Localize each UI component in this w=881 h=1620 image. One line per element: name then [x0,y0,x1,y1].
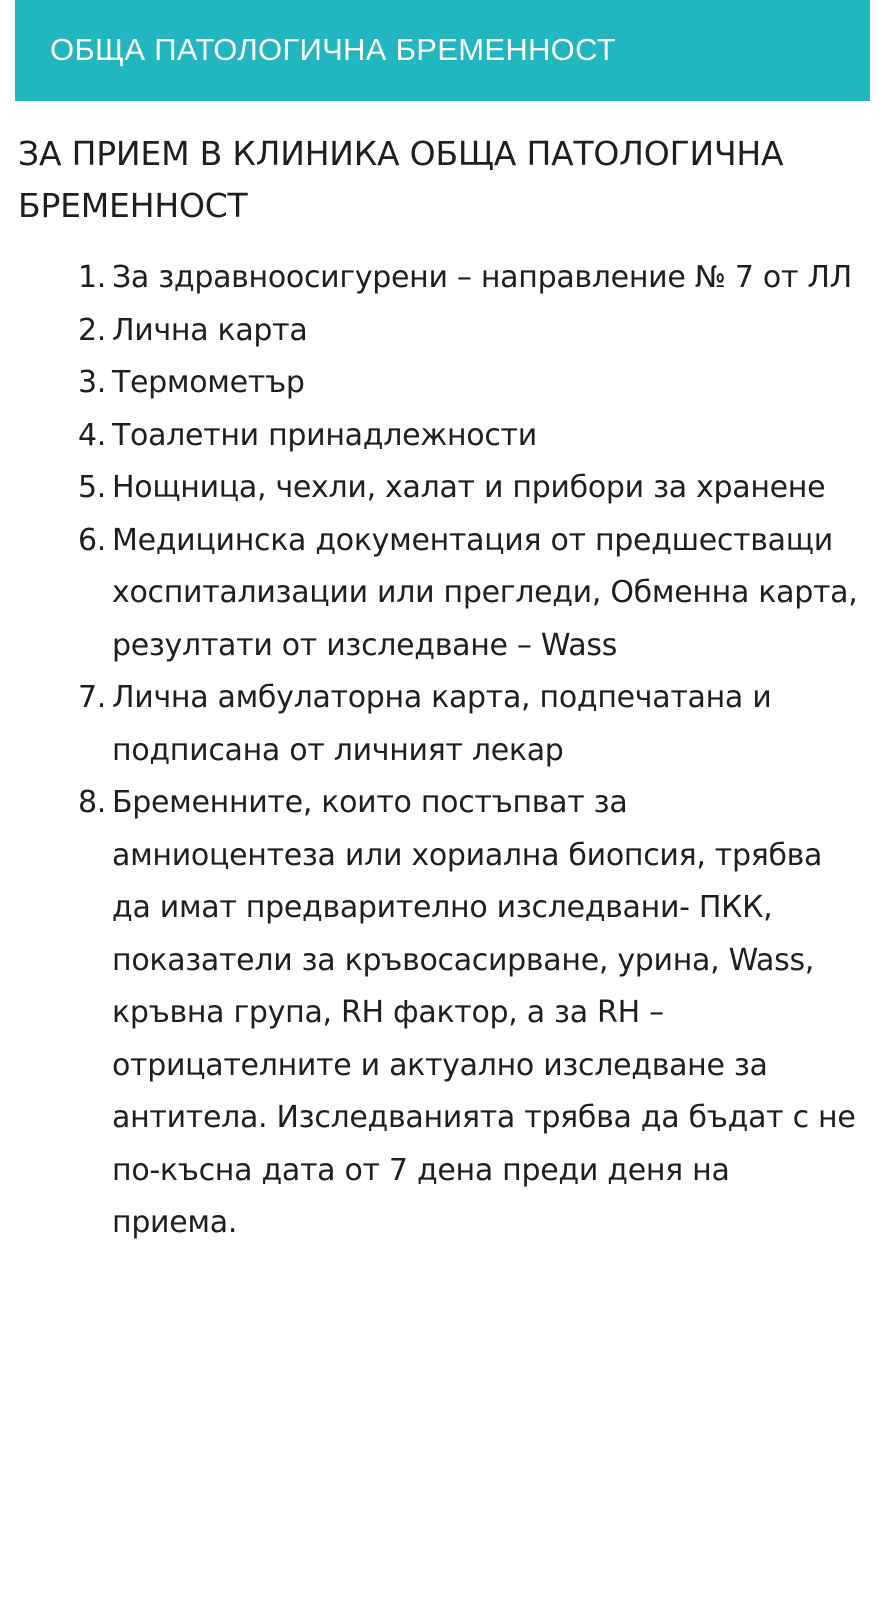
list-item-number: 2. [77,312,106,348]
list-item-text: Термометър [112,365,305,400]
list-item-number: 7. [77,680,106,715]
list-item [58,305,858,358]
list-item-number: 3. [77,365,106,400]
list-item-number: 4. [77,417,106,453]
list-item-text: За здравноосигурени – направление № 7 от ЛЛ [112,260,852,295]
list-item [58,252,858,305]
list-item-text: Нощница, чехли, халат и прибори за хранене [112,470,826,505]
list-item-text: Лична карта [112,312,308,348]
list-item-text: Бременните, които постъпват за амниоцентеза или хориална биопсия, трябва да имат предварително изследвани- ПКК, показатели за кръвосасирване, урина, Wass, кръвна група, RH фактор, а за RH –отрицателните и актуално изследване за антитела. Изследванията трябва да бъдат с не по-късна дата от 7 дена преди деня на приема. [112,785,856,1240]
header-banner [15,0,870,101]
list-item-text: Лична амбулаторна карта, подпечатана и подписана от личният лекар [112,680,772,768]
list-item-number: 8. [77,785,106,820]
page-title: ОБЩА ПАТОЛОГИЧНА БРЕМЕННОСТ [50,32,616,67]
list-item-text: Тоалетни принадлежности [112,417,537,453]
section-heading: ЗА ПРИЕМ В КЛИНИКА ОБЩА ПАТОЛОГИЧНА БРЕМЕННОСТ [18,134,784,225]
list-item [58,462,858,515]
list-item-number: 1. [77,260,106,295]
list-item-number: 5. [77,470,106,505]
list-item [58,672,858,777]
list-item [58,410,858,463]
list-item [58,515,858,673]
list-item-text: Медицинска документация от предшестващи хоспитализации или прегледи, Обменна карта, резултати от изследване – Wass [112,522,858,663]
requirements-list [58,252,858,1250]
list-item [58,357,858,410]
list-item-number: 6. [77,522,106,558]
list-item [58,777,858,1250]
